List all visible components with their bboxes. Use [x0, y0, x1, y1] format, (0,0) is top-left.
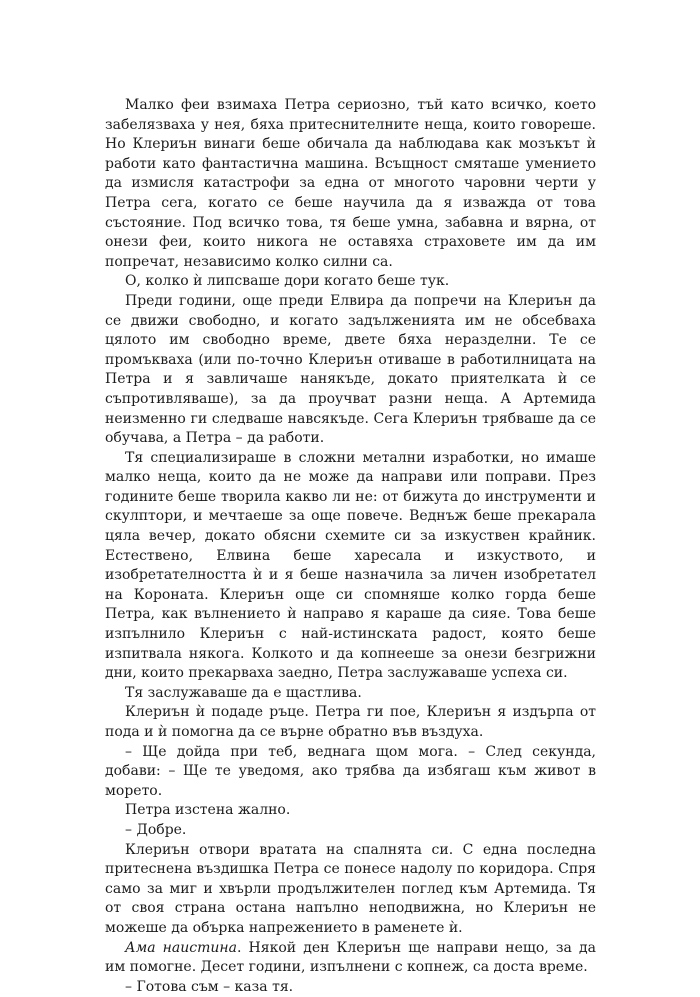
document-page — [105, 96, 596, 997]
paragraph: Тя специализираше в сложни метални изработки, но имаше малко неща, които да не може да направи или поправи. През годините беше творила какво ли не: от бижута до инструменти и скулптори, и мечтаеше за още повече. Веднъж беше прекарала цяла вечер, докато обясни схемите си за изкуствен крайник. Естествено, Елвина беше харесала и изкуството, и изобретателността ѝ и я беше назначила за личен изобретател на Короната. Клериън още си спомняше колко горда беше Петра, как вълнението ѝ направо я караше да сияе. Това беше изпълнило Клериън с най-истинската радост, която беше изпитвала някога. Колкото и да копнееше за онези безгрижни дни, които прекарваха заедно, Петра заслужаваше успеха си. — [105, 449, 596, 682]
paragraph: Клериън отвори вратата на спалнята си. С една последна притеснена въздишка Петра се понесе надолу по коридора. Спря само за миг и хвърли продължителен поглед към Артемида. Тя от своя страна остана напълно неподвижна, но Клериън не можеше да обърка напрежението в раменете ѝ. — [105, 841, 596, 936]
paragraph — [105, 939, 596, 978]
dialogue-line: – Добре. — [125, 821, 187, 838]
paragraph: Петра изстена жално. — [125, 802, 291, 819]
dialogue-line: – Ще дойда при теб, веднага щом мога. – След секунда, добави: – Ще те уведомя, ако трябва да избягаш към живот в морето. — [105, 743, 596, 799]
paragraph-text: . Някой ден Клериън ще направи нещо, за да им помогне. Десет години, изпълнени с копнеж, са доста време. — [105, 939, 596, 976]
italic-phrase: Ама наистина — [125, 939, 237, 956]
dialogue-line: – Готова съм – каза тя. — [125, 978, 294, 995]
paragraph: Малко феи взимаха Петра сериозно, тъй като всичко, което забелязваха у нея, бяха притеснителните неща, които говореше. Но Клериън винаги беше обичала да наблюдава как мозъкът ѝ работи като фантастична машина. Всъщност смяташе умението да измисля катастрофи за една от многото чаровни черти у Петра сега, когато се беше научила да я изважда от това състояние. Под всичко това, тя беше умна, забавна и вярна, от онези феи, които никога не оставяха страховете им да им попречат, независимо колко силни са. — [105, 97, 596, 270]
paragraph: О, колко ѝ липсваше дори когато беше тук. — [125, 273, 450, 290]
paragraph: Клериън ѝ подаде ръце. Петра ги пое, Клериън я издърпа от пода и ѝ помогна да се върне обратно във въздуха. — [105, 704, 596, 740]
paragraph: Преди години, още преди Елвира да попречи на Клериън да се движи свободно, и когато задълженията им не обсебваха цялото им свободно време, двете бяха неразделни. Те се промъкваха (или по-точно Клериън отиваше в работилницата на Петра и я завличаше нанякъде, докато приятелката ѝ се съпротивляваше), за да проучват разни неща. А Артемида неизменно ги следваше навсякъде. Сега Клериън трябваше да се обучава, а Петра – да работи. — [105, 292, 596, 447]
paragraph: Тя заслужаваше да е щастлива. — [125, 684, 362, 701]
